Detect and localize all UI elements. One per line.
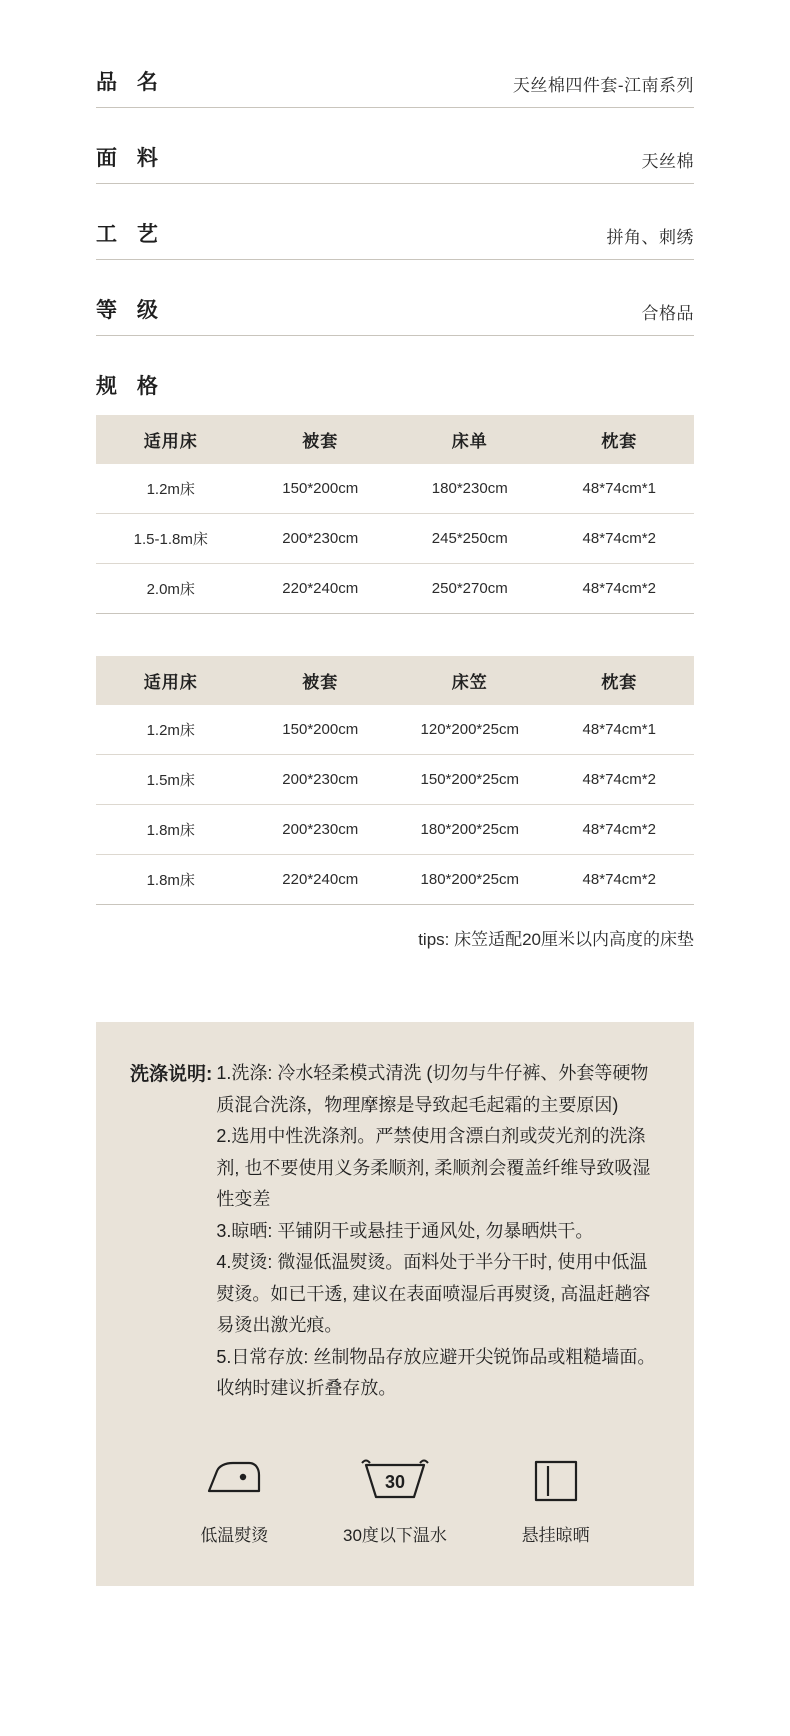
table-cell: 48*74cm*1 (545, 705, 695, 755)
spec-row (96, 210, 694, 260)
spec-list (0, 0, 790, 411)
care-symbol-hang-dry (476, 1449, 635, 1546)
table-cell: 48*74cm*1 (545, 464, 695, 514)
care-symbol-caption: 30度以下温水 (343, 1525, 447, 1545)
care-symbol-caption: 低温熨烫 (200, 1525, 269, 1545)
spec-value: 天丝棉 (641, 152, 694, 171)
care-symbol-wash (315, 1449, 474, 1546)
table-cell: 150*200*25cm (395, 755, 545, 805)
table-row (96, 705, 694, 755)
table-cell: 120*200*25cm (395, 705, 545, 755)
iron-low-temp-icon (203, 1449, 265, 1511)
tips-note: tips: 床笠适配20厘米以内高度的床垫 (418, 930, 694, 949)
wash-care-panel (96, 1022, 694, 1586)
wash-care-item: 1.洗涤: 冷水轻柔模式清洗 (切勿与牛仔裤、外套等硬物质混合洗涤，物理摩擦是导致起毛起霜的主要原因) (216, 1063, 649, 1115)
table-cell: 180*200*25cm (395, 855, 545, 905)
table-cell: 220*240cm (246, 855, 396, 905)
table-row (96, 564, 694, 614)
table-cell: 180*230cm (395, 464, 545, 514)
wash-care-title: 洗涤说明: (130, 1064, 213, 1085)
table-header-cell: 适用床 (96, 415, 246, 464)
table-cell: 200*230cm (246, 805, 396, 855)
table-cell: 220*240cm (246, 564, 396, 614)
table-header-row (96, 415, 694, 464)
spec-value: 拼角、刺绣 (606, 228, 694, 247)
bottom-spacer (0, 1586, 790, 1736)
table-header-cell: 床单 (395, 415, 545, 464)
table-header-cell: 枕套 (545, 656, 695, 705)
table-cell: 48*74cm*2 (545, 855, 695, 905)
spec-label: 品 名 (96, 71, 165, 94)
table-row (96, 464, 694, 514)
table-cell: 200*230cm (246, 755, 396, 805)
care-symbol-iron (155, 1449, 314, 1546)
size-tables (0, 415, 790, 990)
table-row (96, 805, 694, 855)
wash-30-degree-icon (356, 1449, 434, 1511)
table-header-cell: 被套 (246, 656, 396, 705)
spec-value: 天丝棉四件套-江南系列 (512, 76, 694, 95)
table-header-cell: 被套 (246, 415, 396, 464)
table-cell: 48*74cm*2 (545, 514, 695, 564)
table-cell: 1.2m床 (96, 464, 246, 514)
spec-value: 合格品 (641, 304, 694, 323)
care-symbols-row (130, 1449, 660, 1546)
table-cell: 48*74cm*2 (545, 805, 695, 855)
wash-care-item: 5.日常存放: 丝制物品存放应避开尖锐饰品或粗糙墙面。收纳时建议折叠存放。 (216, 1346, 656, 1398)
table-header-cell: 枕套 (545, 415, 695, 464)
table-cell: 250*270cm (395, 564, 545, 614)
table-cell: 48*74cm*2 (545, 755, 695, 805)
wash-care-item: 3.晾晒: 平铺阴干或悬挂于通风处, 勿暴晒烘干。 (216, 1220, 594, 1241)
wash-care-items (216, 1058, 660, 1405)
spec-label: 规 格 (96, 375, 165, 398)
table-cell: 1.5-1.8m床 (96, 514, 246, 564)
size-table-fitted-sheet (96, 656, 694, 905)
hang-dry-icon (528, 1449, 584, 1511)
wash-care-item: 2.选用中性洗涤剂。严禁使用含漂白剂或荧光剂的洗涤剂, 也不要使用义务柔顺剂, 柔顺剂会覆盖纤维导致吸湿性变差 (216, 1126, 651, 1209)
table-cell: 1.5m床 (96, 755, 246, 805)
care-symbol-caption: 悬挂晾晒 (521, 1525, 590, 1545)
spec-label: 等 级 (96, 299, 165, 322)
spec-label: 面 料 (96, 147, 165, 170)
table-cell: 1.2m床 (96, 705, 246, 755)
table-row (96, 755, 694, 805)
table-cell: 200*230cm (246, 514, 396, 564)
spec-row (96, 286, 694, 336)
spec-label: 工 艺 (96, 223, 165, 246)
table-cell: 48*74cm*2 (545, 564, 695, 614)
spec-row-size-title (96, 362, 694, 411)
table-row (96, 855, 694, 905)
table-cell: 1.8m床 (96, 855, 246, 905)
table-header-cell: 适用床 (96, 656, 246, 705)
table-cell: 150*200cm (246, 464, 396, 514)
table-cell: 245*250cm (395, 514, 545, 564)
table-header-cell: 床笠 (395, 656, 545, 705)
size-table-bedsheet (96, 415, 694, 614)
svg-text:30: 30 (384, 1471, 405, 1492)
spec-row (96, 134, 694, 184)
table-cell: 1.8m床 (96, 805, 246, 855)
table-header-row (96, 656, 694, 705)
table-cell: 150*200cm (246, 705, 396, 755)
wash-care-body (130, 1058, 660, 1405)
wash-care-item: 4.熨烫: 微湿低温熨烫。面料处于半分干时, 使用中低温熨烫。如已干透, 建议在表面喷湿后再熨烫, 高温赶趟容易烫出激光痕。 (216, 1252, 651, 1335)
spec-row (96, 58, 694, 108)
table-row (96, 514, 694, 564)
table-cell: 2.0m床 (96, 564, 246, 614)
table-cell: 180*200*25cm (395, 805, 545, 855)
